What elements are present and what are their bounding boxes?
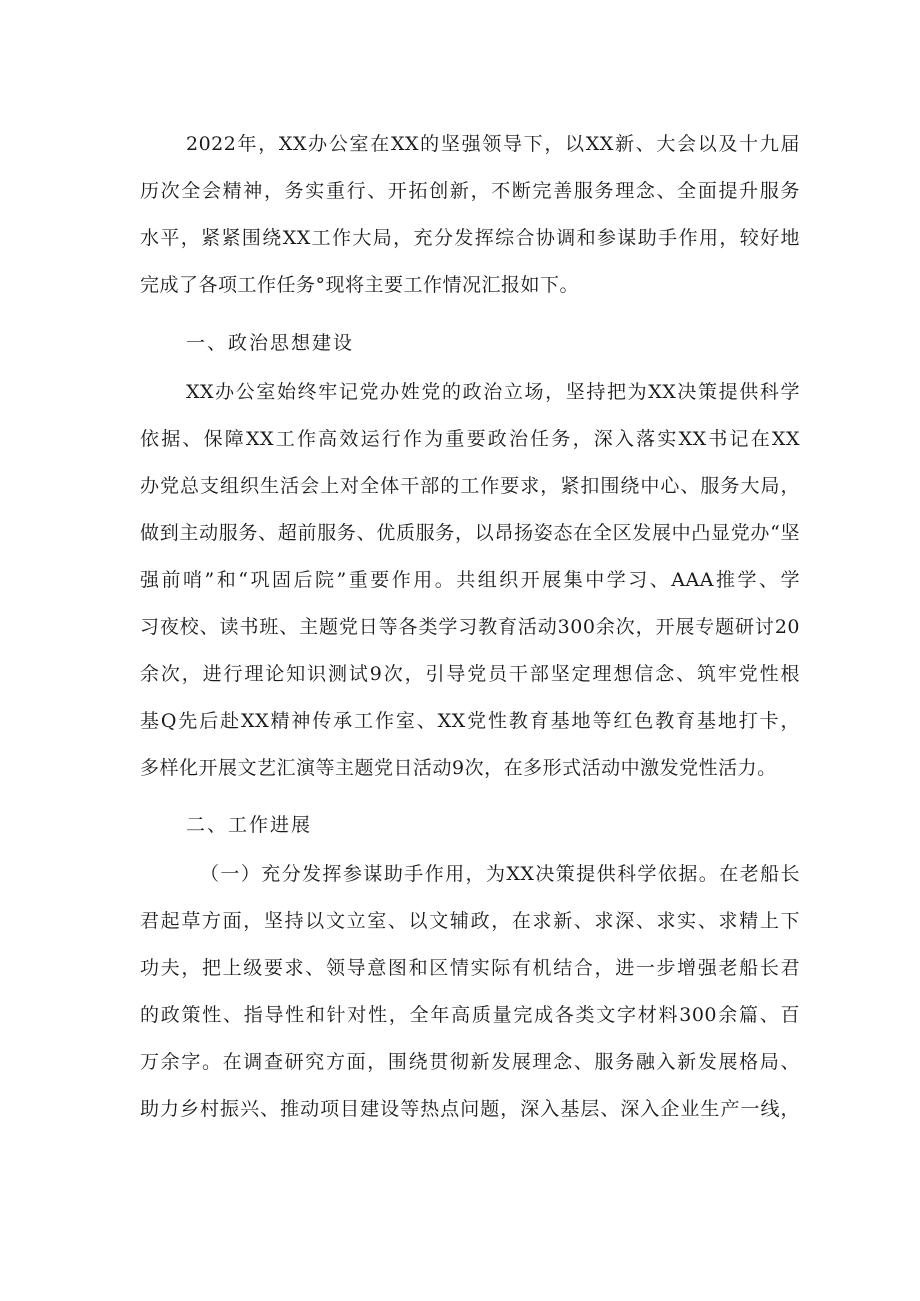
- section2-line-4: 的政策性、指导性和针对性，全年高质量完成各类文字材料300余篇、百: [140, 1004, 800, 1026]
- section1-heading: 一、政治思想建设: [186, 332, 355, 354]
- section2-line-1: （一）充分发挥参谋助手作用，为XX决策提供科学依据。在老船长: [200, 863, 800, 885]
- intro-line-2: 历次全会精神，务实重行、开拓创新，不断完善服务理念、全面提升服务: [140, 180, 800, 202]
- section1-line-6: 习夜校、读书班、主题党日等各类学习教育活动300余次，开展专题研讨20: [140, 616, 800, 638]
- section1-line-1: XX办公室始终牢记党办姓党的政治立场，坚持把为XX决策提供科学: [186, 381, 800, 403]
- section1-line-4: 做到主动服务、超前服务、优质服务，以昂扬姿态在全区发展中凸显党办“坚: [140, 522, 800, 544]
- intro-line-4: 完成了各项工作任务°现将主要工作情况汇报如下。: [140, 274, 580, 296]
- section2-line-6: 助力乡村振兴、推动项目建设等热点问题，深入基层、深入企业生产一线，: [140, 1098, 800, 1120]
- intro-line-1: 2022年，XX办公室在XX的坚强领导下，以XX新、大会以及十九届: [186, 133, 800, 155]
- section1-line-7: 余次，进行理论知识测试9次，引导党员干部坚定理想信念、筑牢党性根: [140, 663, 800, 685]
- intro-line-3: 水平，紧紧围绕XX工作大局，充分发挥综合协调和参谋助手作用，较好地: [140, 227, 800, 249]
- section2-heading: 二、工作进展: [186, 814, 313, 836]
- section1-line-8: 基Q先后赴XX精神传承工作室、XX党性教育基地等红色教育基地打卡，: [140, 710, 800, 732]
- section2-line-2: 君起草方面，坚持以文立室、以文辅政，在求新、求深、求实、求精上下: [140, 910, 800, 932]
- section1-line-2: 依据、保障XX工作高效运行作为重要政治任务，深入落实XX书记在XX: [140, 428, 800, 450]
- section2-line-5: 万余字。在调查研究方面，围绕贯彻新发展理念、服务融入新发展格局、: [140, 1051, 800, 1073]
- section2-line-3: 功夫，把上级要求、领导意图和区情实际有机结合，进一步增强老船长君: [140, 957, 800, 979]
- section1-line-3: 办党总支组织生活会上对全体干部的工作要求，紧扣围绕中心、服务大局，: [140, 475, 800, 497]
- section1-line-9: 多样化开展文艺汇演等主题党日活动9次，在多形式活动中激发党性活力。: [140, 757, 777, 779]
- section1-line-5: 强前哨”和“巩固后院”重要作用。共组织开展集中学习、AAA推学、学: [140, 569, 800, 591]
